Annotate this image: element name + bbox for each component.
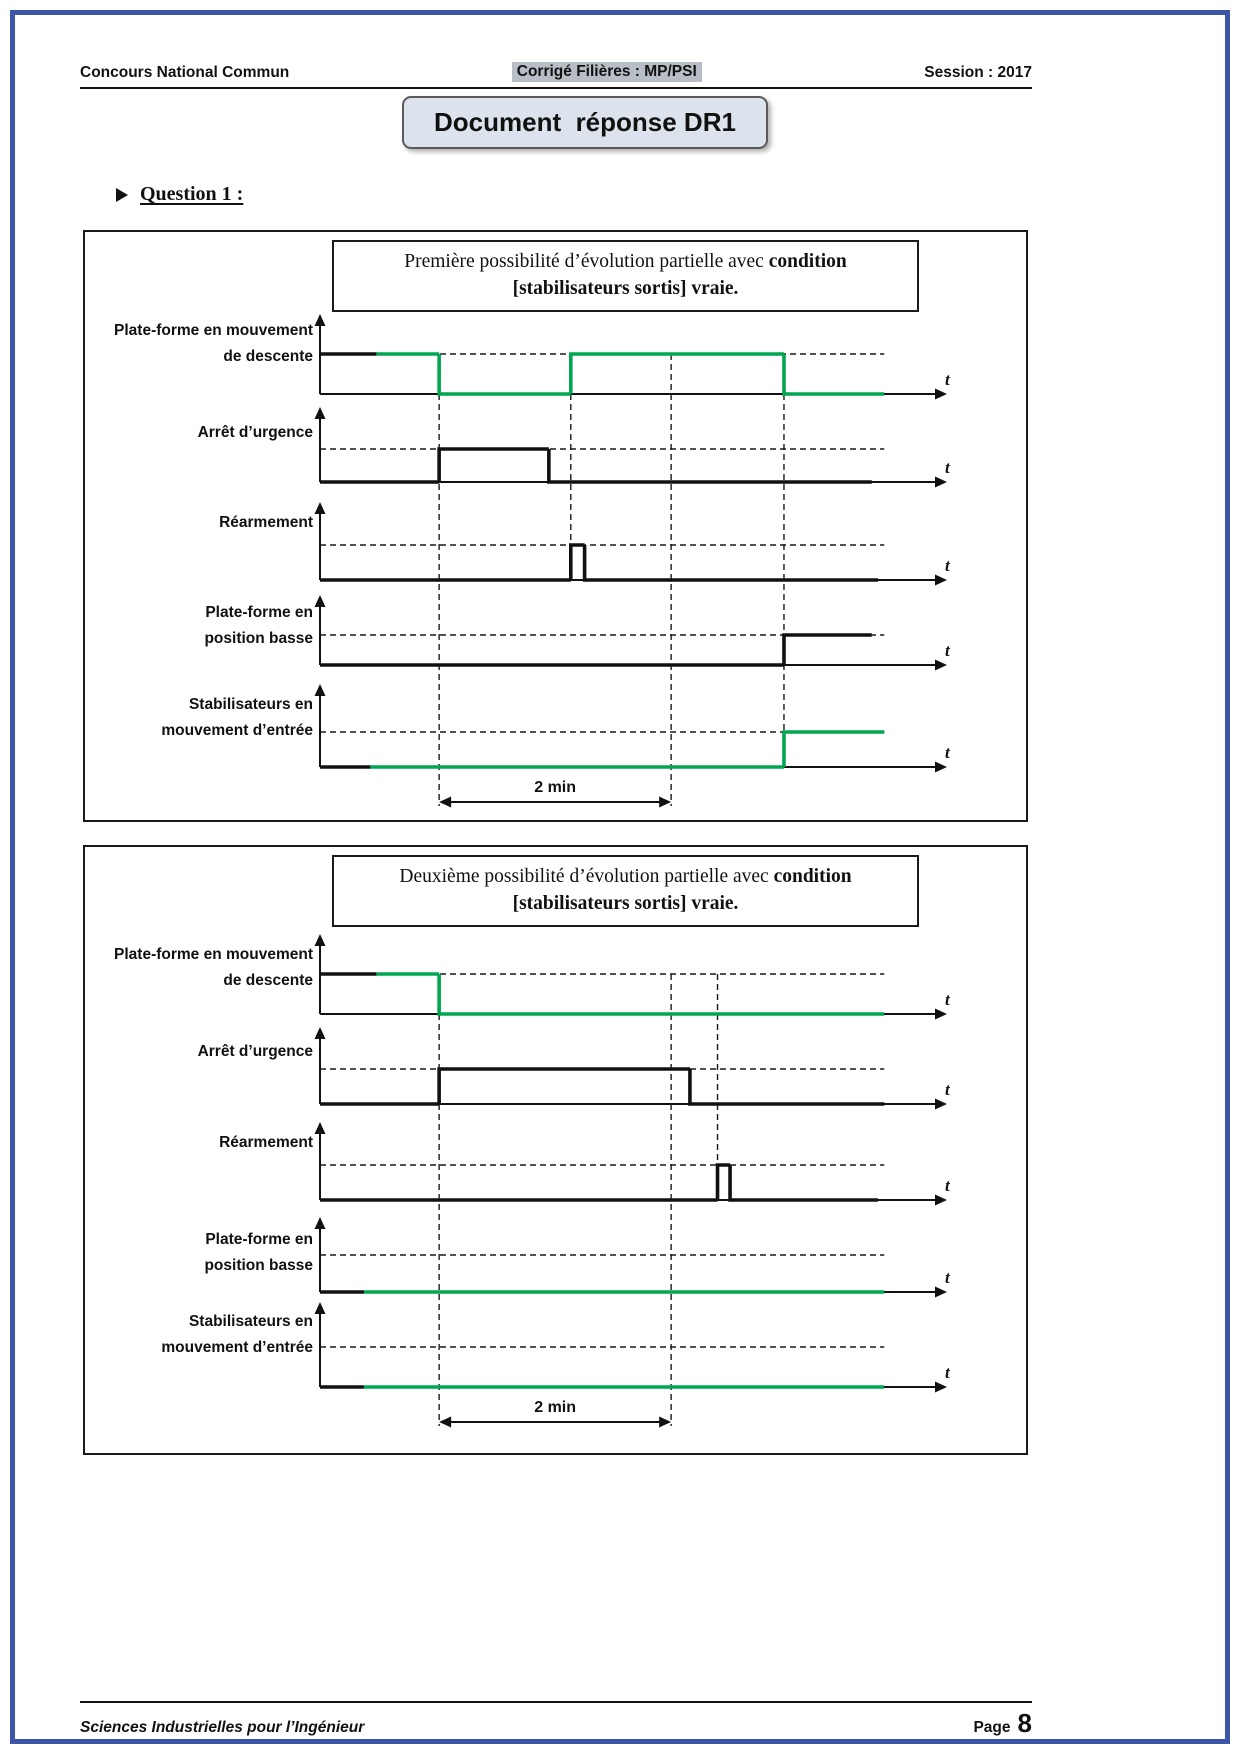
time-axis-label: t bbox=[945, 556, 950, 575]
duration-annotation: 2 min bbox=[534, 1399, 577, 1416]
page-header bbox=[80, 62, 1032, 89]
signal-label: Réarmement bbox=[219, 514, 313, 531]
page-footer bbox=[80, 1708, 1032, 1739]
time-axis-label: t bbox=[945, 641, 950, 660]
time-axis-label: t bbox=[945, 990, 950, 1009]
footer-rule bbox=[80, 1701, 1032, 1703]
first-evolution-box bbox=[83, 230, 1028, 822]
chart-title-2-line2: [stabilisateurs sortis] vraie. bbox=[512, 893, 739, 914]
time-axis-label: t bbox=[945, 1080, 950, 1099]
time-axis-label: t bbox=[945, 1268, 950, 1287]
header-right: Session : 2017 bbox=[924, 64, 1032, 81]
time-axis-label: t bbox=[945, 743, 950, 762]
question-heading bbox=[116, 183, 243, 206]
document-title: Document réponse DR1 bbox=[402, 96, 768, 149]
signal-label: Plate-forme en mouvement de descente bbox=[114, 322, 313, 365]
chart-title-1-line1: Première possibilité d’évolution partielle avec condition bbox=[404, 251, 847, 272]
header-center: Corrigé Filières : MP/PSI bbox=[512, 62, 702, 82]
second-evolution-box bbox=[83, 845, 1028, 1455]
footer-page-number: 8 bbox=[1017, 1708, 1032, 1738]
chart-title-1 bbox=[332, 240, 919, 312]
signal-label: Arrêt d’urgence bbox=[197, 1043, 313, 1060]
time-axis-label: t bbox=[945, 458, 950, 477]
footer-page bbox=[973, 1708, 1032, 1739]
signal-label: Plate-forme en mouvement de descente bbox=[114, 946, 313, 989]
question-label: Question 1 : bbox=[140, 183, 244, 205]
time-axis-label: t bbox=[945, 370, 950, 389]
arrow-bullet-icon bbox=[116, 188, 128, 202]
time-axis-label: t bbox=[945, 1176, 950, 1195]
time-axis-label: t bbox=[945, 1363, 950, 1382]
signal-label: Réarmement bbox=[219, 1134, 313, 1151]
footer-page-label: Page bbox=[973, 1719, 1011, 1736]
header-left: Concours National Commun bbox=[80, 64, 290, 81]
duration-annotation: 2 min bbox=[534, 779, 577, 796]
chart-title-2 bbox=[332, 855, 919, 927]
signal-label: Plate-forme en position basse bbox=[204, 604, 313, 647]
signal-label: Plate-forme en position basse bbox=[204, 1231, 313, 1274]
chart-title-1-line2: [stabilisateurs sortis] vraie. bbox=[512, 278, 739, 299]
chart-title-2-line1: Deuxième possibilité d’évolution partielle avec condition bbox=[399, 866, 852, 887]
signal-label: Arrêt d’urgence bbox=[197, 424, 313, 441]
footer-left: Sciences Industrielles pour l’Ingénieur bbox=[80, 1719, 365, 1736]
signal-label: Stabilisateurs en mouvement d’entrée bbox=[161, 1313, 313, 1356]
signal-label: Stabilisateurs en mouvement d’entrée bbox=[161, 696, 313, 739]
